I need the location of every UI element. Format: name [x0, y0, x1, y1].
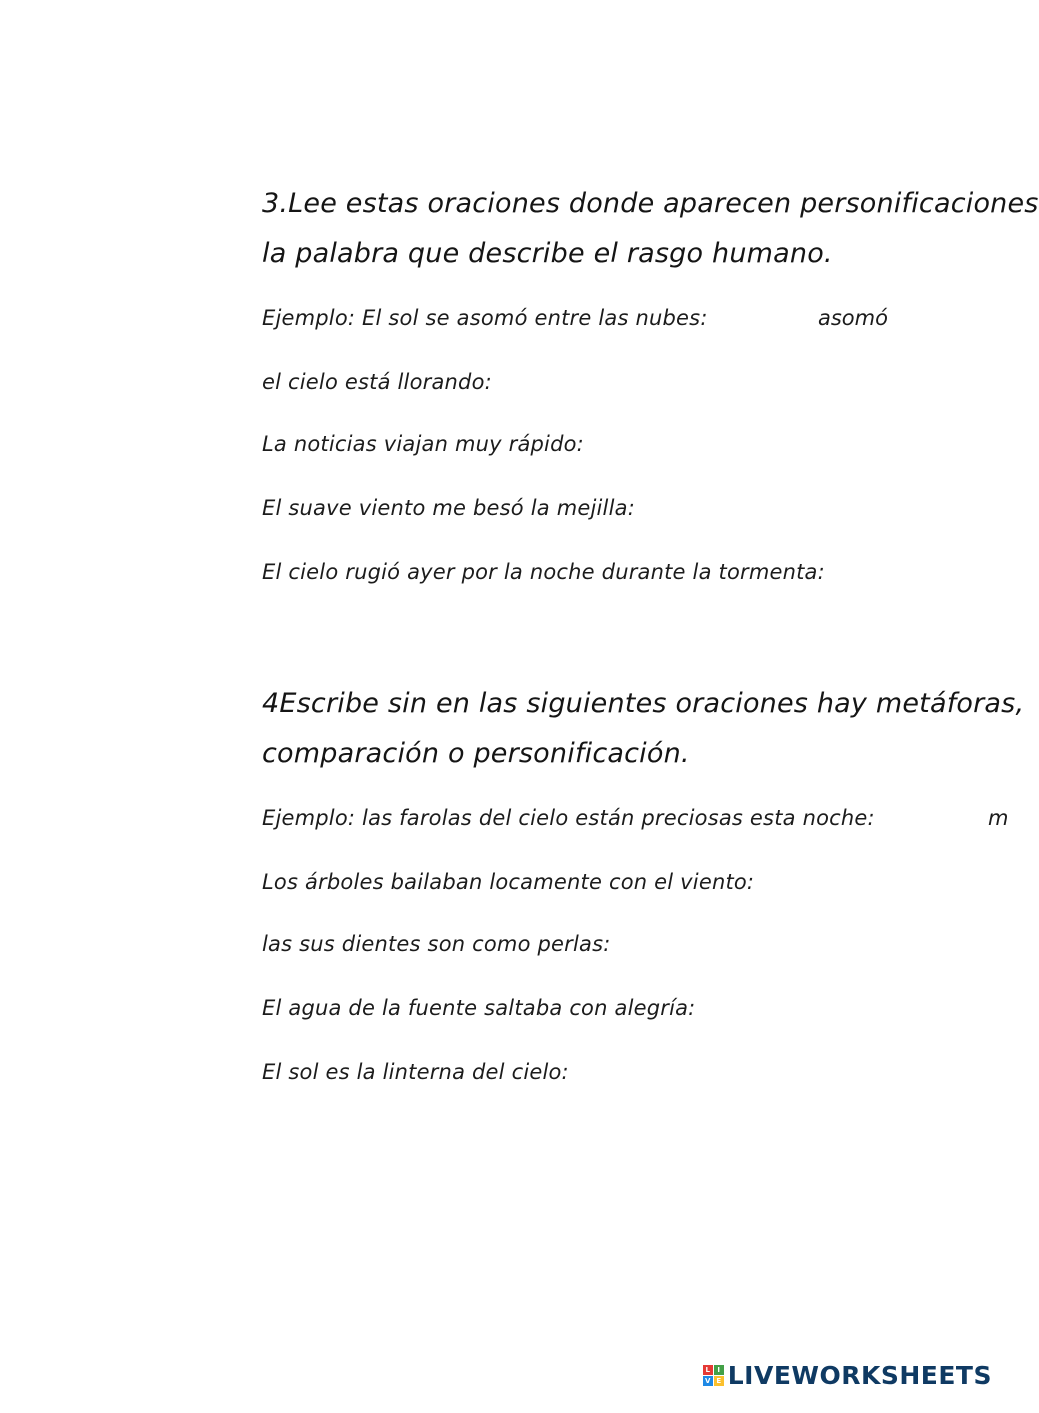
logo-mark-letter-v: V [703, 1376, 713, 1386]
liveworksheets-logo-text: LIVEWORKSHEETS [727, 1360, 992, 1390]
section4-example: Ejemplo: las farolas del cielo están preciosas esta noche: [262, 806, 875, 830]
section4-heading-line1: 4Escribe sin en las siguientes oraciones hay metáforas, [262, 688, 1025, 719]
logo-mark-letter-i: I [714, 1365, 724, 1375]
section4-example-answer: m [988, 806, 1009, 830]
section3-example: Ejemplo: El sol se asomó entre las nubes: [262, 306, 708, 330]
section3-item-2: La noticias viajan muy rápido: [262, 432, 584, 456]
section3-example-answer: asomó [818, 306, 888, 330]
logo-mark-letter-e: E [714, 1376, 724, 1386]
section4-item-4: El sol es la linterna del cielo: [262, 1060, 569, 1084]
section4-item-1: Los árboles bailaban locamente con el viento: [262, 870, 755, 894]
liveworksheets-logo [703, 1357, 992, 1393]
section4-item-3: El agua de la fuente saltaba con alegría: [262, 996, 696, 1020]
section3-item-3: El suave viento me besó la mejilla: [262, 496, 635, 520]
section3-heading-line1: 3.Lee estas oraciones donde aparecen personificaciones [262, 188, 1039, 219]
section4-heading-line2: comparación o personificación. [262, 738, 690, 769]
section4-item-2: las sus dientes son como perlas: [262, 932, 611, 956]
logo-mark-letter-l: L [703, 1365, 713, 1375]
section3-item-4: El cielo rugió ayer por la noche durante la tormenta: [262, 560, 825, 584]
section3-heading-line2: la palabra que describe el rasgo humano. [262, 238, 833, 269]
liveworksheets-logo-mark [703, 1365, 724, 1386]
section3-item-1: el cielo está llorando: [262, 370, 492, 394]
